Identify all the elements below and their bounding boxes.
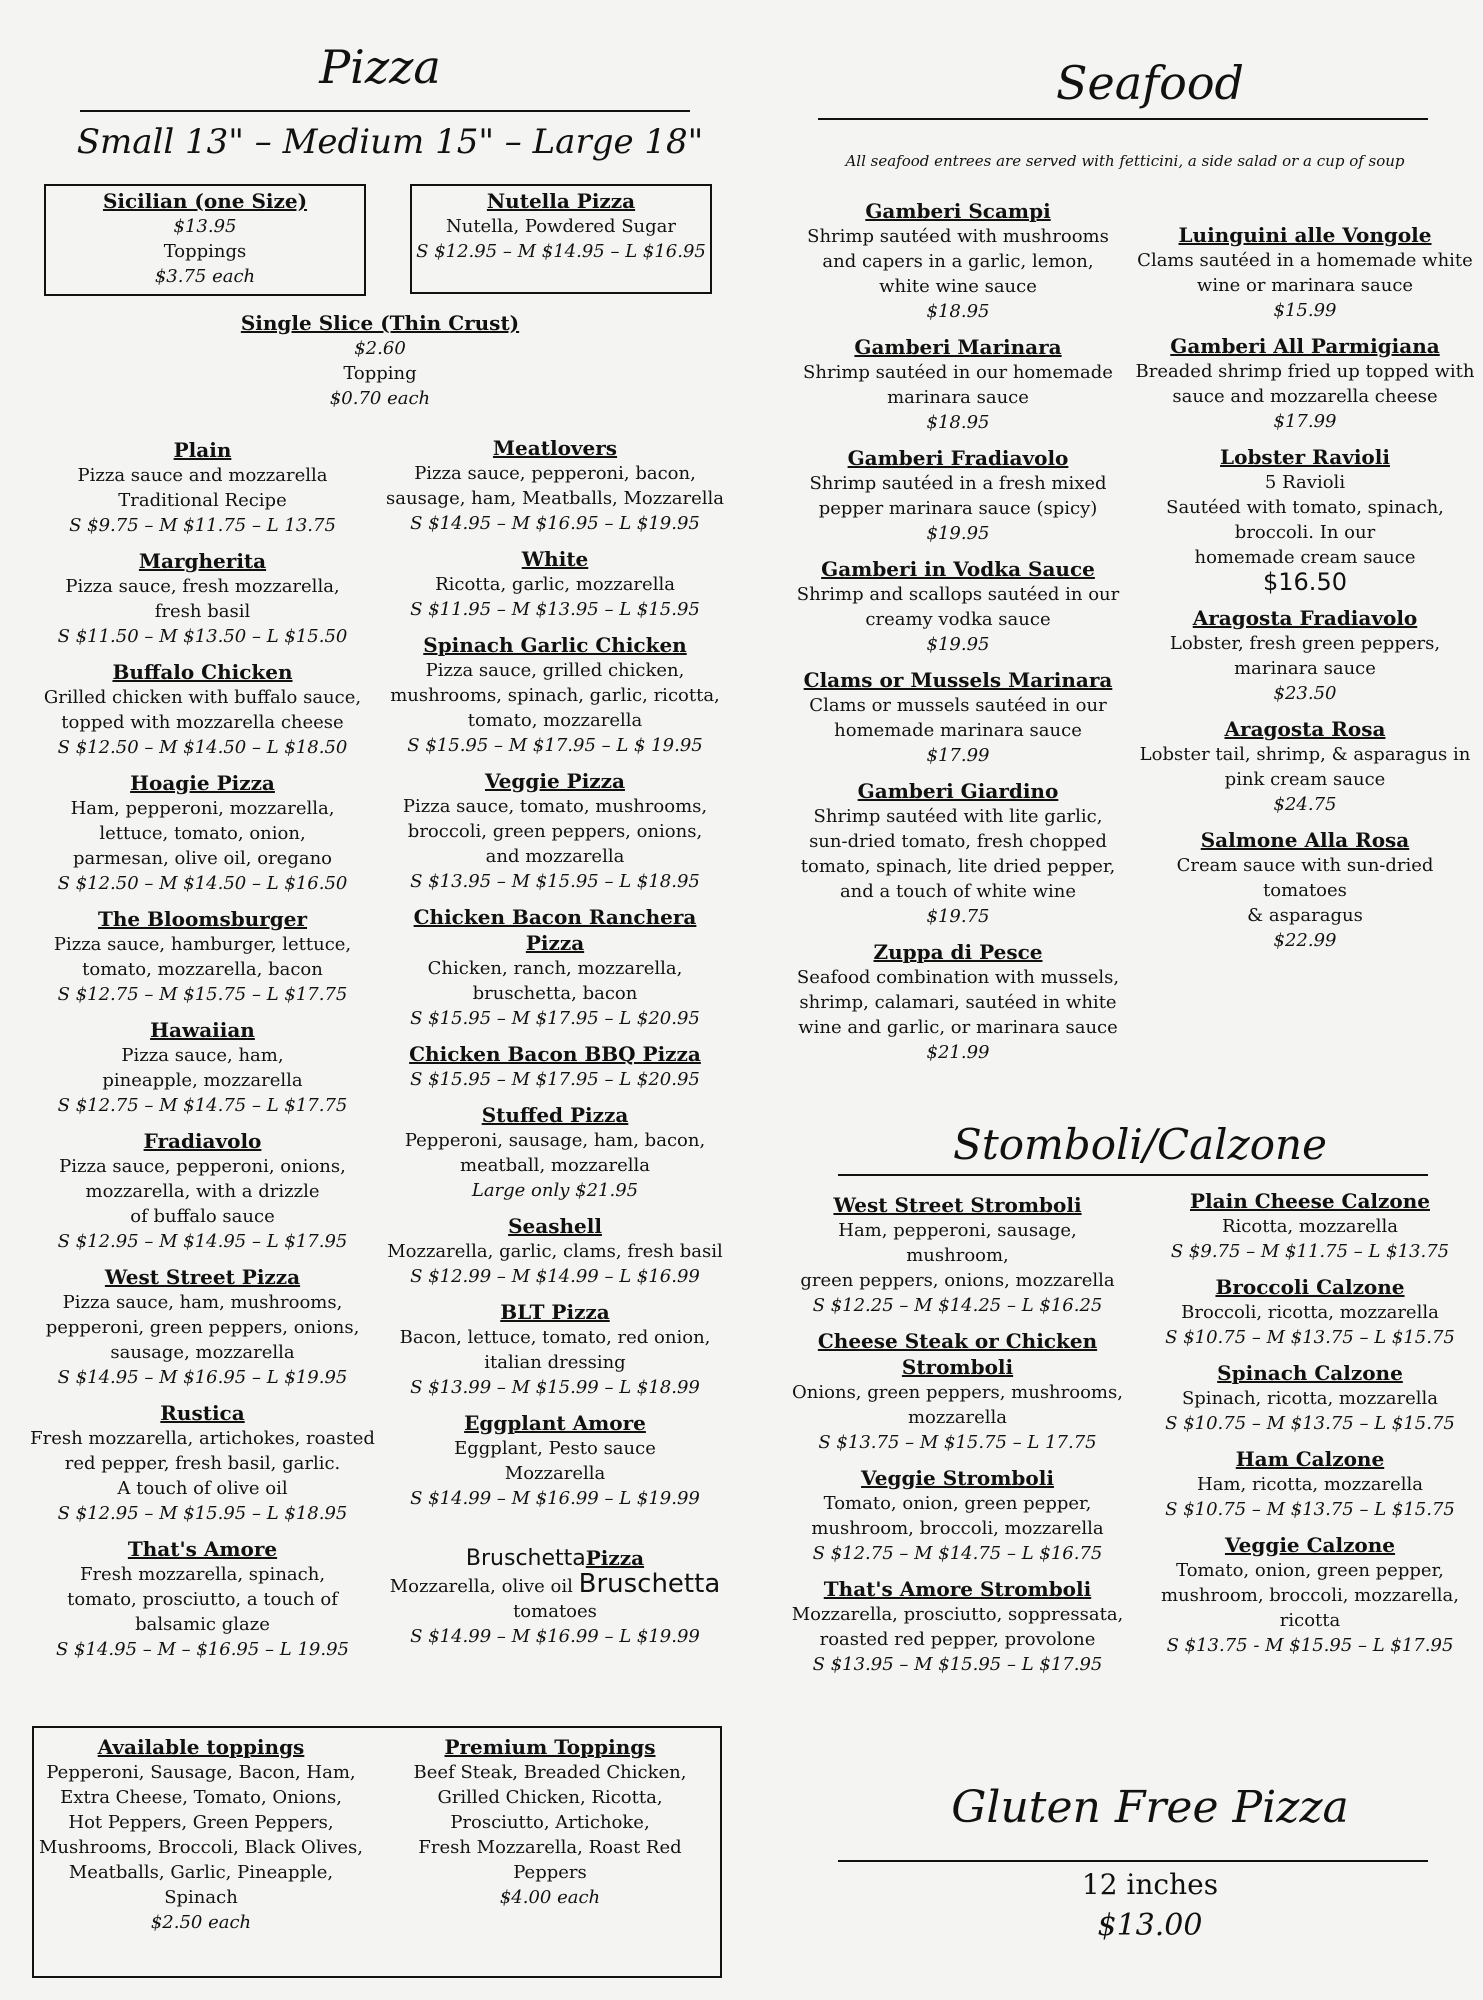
item-name: Veggie Stromboli [861, 1466, 1054, 1490]
menu-item-margherita [30, 548, 375, 649]
nutella-box [410, 184, 712, 294]
item-price: S $12.95 – M $14.95 – L $17.95 [57, 1231, 348, 1252]
item-name: White [521, 547, 589, 571]
menu-item-rustica [30, 1400, 375, 1526]
item-name: Hawaiian [150, 1018, 255, 1042]
stromboli-left-column [785, 1192, 1130, 1687]
item-price: $19.75 [926, 906, 990, 927]
item-description: sun-dried tomato, fresh chopped [809, 831, 1107, 852]
item-name: Gamberi in Vodka Sauce [821, 557, 1095, 581]
item-description: tomato, spinach, lite dried pepper, [800, 856, 1116, 877]
menu-item-gamberi-in-vodka-sauce [793, 556, 1123, 657]
item-name: Salmone Alla Rosa [1200, 828, 1410, 852]
menu-item-white [385, 546, 725, 622]
item-name: Stuffed Pizza [481, 1103, 629, 1127]
item-price: S $11.95 – M $13.95 – L $15.95 [410, 599, 700, 620]
item-description: tomato, prosciutto, a touch of [67, 1589, 338, 1610]
item-description: Pizza sauce, grilled chicken, [425, 660, 685, 681]
item-description: Eggplant, Pesto sauce [454, 1438, 656, 1459]
item-name: Meatlovers [492, 436, 618, 460]
item-price: $22.99 [1273, 930, 1337, 951]
item-description: Spinach, ricotta, mozzarella [1181, 1388, 1439, 1409]
menu-item-zuppa-di-pesce [793, 939, 1123, 1065]
item-description: mushroom, broccoli, mozzarella, [1160, 1585, 1460, 1606]
item-name: Clams or Mussels Marinara [803, 668, 1113, 692]
seafood-title-rule [818, 118, 1428, 120]
item-description: fresh basil [154, 601, 251, 622]
menu-item-spinach-garlic-chicken [385, 632, 725, 758]
slice-topping-price: $0.70 each [329, 388, 431, 409]
sicilian-topping-price: $3.75 each [154, 266, 256, 287]
item-name: Gamberi Fradiavolo [847, 446, 1069, 470]
premium-title: Premium Toppings [444, 1735, 656, 1759]
item-name: Gamberi Scampi [865, 199, 1051, 223]
item-description: Mozzarella, prosciutto, soppressata, [791, 1604, 1124, 1625]
item-price: S $12.75 – M $14.75 – L $16.75 [812, 1543, 1103, 1564]
menu-item-veggie-stromboli [785, 1465, 1130, 1566]
item-description: pepper marinara sauce (spicy) [818, 498, 1098, 519]
item-price: $16.50 [1263, 568, 1347, 596]
item-name: Gamberi All Parmigiana [1170, 334, 1440, 358]
item-description: Ham, pepperoni, sausage, mushroom, [838, 1220, 1077, 1266]
item-description: Grilled chicken with buffalo sauce, [43, 687, 362, 708]
item-price: $19.95 [926, 523, 990, 544]
item-description: mushroom, broccoli, mozzarella [811, 1518, 1104, 1539]
pizza-right-column [385, 435, 725, 1521]
item-description: Pizza sauce, ham, [121, 1045, 284, 1066]
item-description: Lobster, fresh green peppers, [1169, 633, 1441, 654]
item-description: white wine sauce [879, 276, 1037, 297]
item-name: Aragosta Rosa [1224, 717, 1386, 741]
item-description: Pizza sauce, pepperoni, bacon, [414, 463, 696, 484]
item-description: homemade cream sauce [1194, 547, 1416, 568]
menu-item-plain [30, 437, 375, 538]
menu-item-veggie-pizza [385, 768, 725, 894]
item-description: Onions, green peppers, mushrooms, [792, 1382, 1123, 1403]
item-price: S $13.95 – M $15.95 – L $17.95 [812, 1654, 1103, 1675]
item-description: sausage, ham, Meatballs, Mozzarella [386, 488, 724, 509]
menu-item-cheese-steak-or-chicken-stromboli [785, 1328, 1130, 1455]
item-price: S $14.95 – M $16.95 – L $19.95 [57, 1367, 348, 1388]
pizza-sizes: Small 13" – Medium 15" – Large 18" [76, 122, 704, 162]
menu-item-that-s-amore-stromboli [785, 1576, 1130, 1677]
toppings-price: $2.50 each [150, 1912, 252, 1933]
item-name: Aragosta Fradiavolo [1192, 606, 1418, 630]
topping-line: Mushrooms, Broccoli, Black Olives, [39, 1837, 363, 1858]
topping-line: Fresh Mozzarella, Roast Red Peppers [418, 1837, 682, 1883]
item-description: tomato, mozzarella, bacon [82, 959, 323, 980]
item-name: Plain [173, 438, 232, 462]
menu-item-blt-pizza [385, 1299, 725, 1400]
item-name: Eggplant Amore [464, 1411, 646, 1435]
item-description: Cream sauce with sun-dried tomatoes [1176, 855, 1434, 901]
item-price: S $15.95 – M $17.95 – L $ 19.95 [407, 735, 703, 756]
item-name: Cheese Steak or Chicken Stromboli [817, 1329, 1098, 1379]
menu-item-gamberi-all-parmigiana [1135, 333, 1475, 434]
item-description: Bacon, lettuce, tomato, red onion, [399, 1327, 711, 1348]
slice-topping: Topping [343, 363, 417, 384]
item-description: parmesan, olive oil, oregano [72, 848, 333, 869]
item-price: S $14.95 – M – $16.95 – L 19.95 [56, 1639, 349, 1660]
item-price: $17.99 [1273, 411, 1337, 432]
item-description: Mozzarella, garlic, clams, fresh basil [387, 1241, 723, 1262]
topping-line: Hot Peppers, Green Peppers, [68, 1812, 334, 1833]
menu-item-seashell [385, 1213, 725, 1289]
stromboli-title-rule [838, 1174, 1428, 1176]
item-description: red pepper, fresh basil, garlic. [64, 1453, 341, 1474]
item-description: creamy vodka sauce [865, 609, 1051, 630]
menu-item-stuffed-pizza [385, 1102, 725, 1203]
item-description: Pizza sauce and mozzarella [77, 465, 328, 486]
menu-item-west-street-pizza [30, 1264, 375, 1390]
item-description: Clams or mussels sautéed in our [809, 695, 1107, 716]
item-description: Shrimp sautéed with lite garlic, [813, 806, 1103, 827]
menu-item-aragosta-rosa [1135, 716, 1475, 817]
item-description: Tomato, onion, green pepper, [1176, 1560, 1444, 1581]
menu-item-aragosta-fradiavolo [1135, 605, 1475, 706]
seafood-title: Seafood [1055, 56, 1245, 110]
item-description: green peppers, onions, mozzarella [800, 1270, 1115, 1291]
item-name: Ham Calzone [1235, 1447, 1385, 1471]
single-slice [180, 310, 580, 411]
item-description: lettuce, tomato, onion, [99, 823, 306, 844]
available-toppings [36, 1734, 366, 1935]
menu-item-luinguini-alle-vongole [1135, 222, 1475, 323]
menu-item-lobster-ravioli [1135, 444, 1475, 595]
item-name: Plain Cheese Calzone [1190, 1189, 1430, 1213]
topping-line: Spinach [164, 1887, 238, 1908]
item-price: S $14.95 – M $16.95 – L $19.95 [410, 513, 700, 534]
menu-item-buffalo-chicken [30, 659, 375, 760]
item-name: BLT Pizza [500, 1300, 610, 1324]
item-description: Pizza sauce, fresh mozzarella, [65, 576, 340, 597]
stromboli-title: Stomboli/Calzone [953, 1120, 1327, 1169]
item-description: Pizza sauce, pepperoni, onions, [59, 1156, 346, 1177]
menu-item-hawaiian [30, 1017, 375, 1118]
sicilian-price: $13.95 [173, 216, 237, 237]
item-description: sausage, mozzarella [110, 1342, 295, 1363]
menu-item-the-bloomsburger [30, 906, 375, 1007]
item-price: S $13.75 – M $15.75 – L 17.75 [818, 1432, 1097, 1453]
item-price: $23.50 [1273, 683, 1337, 704]
item-description: A touch of olive oil [117, 1478, 288, 1499]
item-price: $24.75 [1273, 794, 1337, 815]
item-name: Gamberi Giardino [857, 779, 1059, 803]
item-name: That's Amore [127, 1537, 278, 1561]
menu-item-clams-or-mussels-marinara [793, 667, 1123, 768]
item-name: Margherita [138, 549, 267, 573]
nutella-name: Nutella Pizza [486, 189, 636, 213]
item-description: broccoli. In our [1234, 522, 1376, 543]
item-description: bruschetta, bacon [472, 983, 638, 1004]
item-description: marinara sauce [1234, 658, 1376, 679]
item-name: Rustica [160, 1401, 245, 1425]
bruschetta-price: S $14.99 – M $16.99 – L $19.99 [410, 1626, 700, 1647]
menu-item-chicken-bacon-ranchera-pizza [385, 904, 725, 1031]
item-description: Traditional Recipe [118, 490, 287, 511]
item-price: S $12.25 – M $14.25 – L $16.25 [812, 1295, 1103, 1316]
item-description: Lobster tail, shrimp, & asparagus in [1139, 744, 1471, 765]
bruschetta-desc2: tomatoes [513, 1601, 597, 1622]
premium-price: $4.00 each [499, 1887, 601, 1908]
item-name: Seashell [508, 1214, 602, 1238]
item-description: pepperoni, green peppers, onions, [45, 1317, 360, 1338]
item-price: $15.99 [1273, 300, 1337, 321]
bruschetta-name-suffix: Pizza [585, 1546, 645, 1570]
item-description: broccoli, green peppers, onions, [407, 821, 703, 842]
item-description: Tomato, onion, green pepper, [823, 1493, 1092, 1514]
gluten-free-rule [838, 1860, 1428, 1862]
item-description: wine or marinara sauce [1196, 275, 1414, 296]
menu-item-gamberi-scampi [793, 198, 1123, 324]
item-description: Mozzarella [504, 1463, 606, 1484]
item-description: Fresh mozzarella, artichokes, roasted [30, 1428, 375, 1449]
item-price: $17.99 [926, 745, 990, 766]
item-name: Lobster Ravioli [1220, 445, 1390, 469]
item-description: pink cream sauce [1224, 769, 1386, 790]
item-name: West Street Stromboli [833, 1193, 1082, 1217]
topping-line: Extra Cheese, Tomato, Onions, [60, 1787, 342, 1808]
item-description: tomato, mozzarella [467, 710, 643, 731]
slice-name: Single Slice (Thin Crust) [240, 311, 520, 335]
item-description: pineapple, mozzarella [102, 1070, 303, 1091]
sicilian-name: Sicilian (one Size) [102, 189, 308, 213]
item-price: S $12.75 – M $14.75 – L $17.75 [57, 1095, 348, 1116]
item-price: S $12.50 – M $14.50 – L $18.50 [57, 737, 348, 758]
item-description: wine and garlic, or marinara sauce [798, 1017, 1118, 1038]
item-price: S $12.50 – M $14.50 – L $16.50 [57, 873, 348, 894]
item-description: mozzarella, with a drizzle [85, 1181, 320, 1202]
item-name: Veggie Calzone [1224, 1533, 1396, 1557]
bruschetta-desc1: Mozzarella, olive oil [389, 1576, 573, 1597]
menu-item-hoagie-pizza [30, 770, 375, 896]
menu-item-spinach-calzone [1150, 1360, 1470, 1436]
item-description: Pizza sauce, hamburger, lettuce, [53, 934, 352, 955]
menu-item-chicken-bacon-bbq-pizza [385, 1041, 725, 1092]
menu-item-fradiavolo [30, 1128, 375, 1254]
pizza-left-column [30, 437, 375, 1672]
item-name: Chicken Bacon BBQ Pizza [409, 1042, 701, 1066]
seafood-left-column [793, 198, 1123, 1075]
topping-line: Prosciutto, Artichoke, [450, 1812, 650, 1833]
item-name: Gamberi Marinara [854, 335, 1062, 359]
item-description: Clams sautéed in a homemade white [1137, 250, 1473, 271]
nutella-desc: Nutella, Powdered Sugar [445, 216, 676, 237]
sicilian-toppings: Toppings [163, 241, 247, 262]
gluten-free-title: Gluten Free Pizza [951, 1782, 1349, 1833]
item-description: Ricotta, garlic, mozzarella [435, 574, 675, 595]
item-description: Shrimp sautéed with mushrooms [807, 226, 1109, 247]
item-price: S $12.95 – M $15.95 – L $18.95 [57, 1503, 348, 1524]
item-description: sauce and mozzarella cheese [1172, 386, 1438, 407]
topping-line: Meatballs, Garlic, Pineapple, [68, 1862, 334, 1883]
menu-item-gamberi-fradiavolo [793, 445, 1123, 546]
menu-item-west-street-stromboli [785, 1192, 1130, 1318]
menu-item-meatlovers [385, 435, 725, 536]
item-description: & asparagus [1247, 905, 1363, 926]
item-description: italian dressing [484, 1352, 626, 1373]
item-description: roasted red pepper, provolone [819, 1629, 1096, 1650]
item-description: Shrimp sautéed in our homemade [803, 362, 1113, 383]
item-price: $21.99 [926, 1042, 990, 1063]
item-name: Spinach Calzone [1217, 1361, 1403, 1385]
item-price: S $13.99 – M $15.99 – L $18.99 [410, 1377, 700, 1398]
item-price: S $12.99 – M $14.99 – L $16.99 [410, 1266, 700, 1287]
item-description: and capers in a garlic, lemon, [822, 251, 1094, 272]
menu-item-ham-calzone [1150, 1446, 1470, 1522]
item-description: Ricotta, mozzarella [1222, 1216, 1398, 1237]
item-description: Seafood combination with mussels, [796, 967, 1120, 988]
item-price: S $10.75 – M $13.75 – L $15.75 [1165, 1413, 1455, 1434]
menu-item-gamberi-giardino [793, 778, 1123, 929]
menu-item-salmone-alla-rosa [1135, 827, 1475, 953]
item-description: Shrimp sautéed in a fresh mixed [809, 473, 1107, 494]
item-name: West Street Pizza [104, 1265, 301, 1289]
item-description: Pizza sauce, ham, mushrooms, [62, 1292, 343, 1313]
item-price: Large only $21.95 [471, 1180, 639, 1201]
item-price: S $15.95 – M $17.95 – L $20.95 [410, 1008, 700, 1029]
item-name: Buffalo Chicken [112, 660, 293, 684]
item-name: Luinguini alle Vongole [1178, 223, 1432, 247]
item-description: topped with mozzarella cheese [61, 712, 344, 733]
gluten-free-size: 12 inches [1081, 1868, 1219, 1901]
menu-item-broccoli-calzone [1150, 1274, 1470, 1350]
item-name: That's Amore Stromboli [823, 1577, 1092, 1601]
item-price: S $10.75 – M $13.75 – L $15.75 [1165, 1499, 1455, 1520]
bruschetta-pizza [385, 1545, 725, 1649]
slice-price: $2.60 [354, 338, 406, 359]
menu-item-veggie-calzone [1150, 1532, 1470, 1658]
item-description: and mozzarella [485, 846, 625, 867]
item-name: The Bloomsburger [97, 907, 308, 931]
item-price: S $15.95 – M $17.95 – L $20.95 [410, 1069, 700, 1090]
item-description: Shrimp and scallops sautéed in our [796, 584, 1120, 605]
item-price: S $10.75 – M $13.75 – L $15.75 [1165, 1327, 1455, 1348]
item-price: S $14.99 – M $16.99 – L $19.99 [410, 1488, 700, 1509]
menu-item-plain-cheese-calzone [1150, 1188, 1470, 1264]
seafood-right-column [1135, 222, 1475, 963]
item-description: ricotta [1279, 1610, 1341, 1631]
item-description: Breaded shrimp fried up topped with [1135, 361, 1475, 382]
topping-line: Grilled Chicken, Ricotta, [437, 1787, 663, 1808]
pizza-title: Pizza [319, 40, 441, 94]
item-price: S $11.50 – M $13.50 – L $15.50 [57, 626, 348, 647]
item-description: Chicken, ranch, mozzarella, [427, 958, 683, 979]
seafood-note: All seafood entrees are served with fetticini, a side salad or a cup of soup [845, 152, 1405, 170]
sicilian-box [44, 184, 366, 296]
premium-toppings [380, 1734, 720, 1910]
item-description: Pizza sauce, tomato, mushrooms, [402, 796, 708, 817]
item-name: Fradiavolo [143, 1129, 262, 1153]
item-name: Broccoli Calzone [1215, 1275, 1405, 1299]
item-name: Veggie Pizza [485, 769, 625, 793]
toppings-title: Available toppings [97, 1735, 305, 1759]
item-price: $19.95 [926, 634, 990, 655]
item-description: 5 Ravioli [1264, 472, 1346, 493]
item-name: Zuppa di Pesce [873, 940, 1043, 964]
item-description: mushrooms, spinach, garlic, ricotta, [390, 685, 720, 706]
item-description: marinara sauce [887, 387, 1029, 408]
item-description: Sautéed with tomato, spinach, [1166, 497, 1444, 518]
item-price: S $12.75 – M $15.75 – L $17.75 [57, 984, 348, 1005]
item-description: and a touch of white wine [839, 881, 1077, 902]
pizza-title-rule [80, 110, 690, 112]
menu-item-gamberi-marinara [793, 334, 1123, 435]
item-price: $18.95 [926, 412, 990, 433]
menu-item-that-s-amore [30, 1536, 375, 1662]
item-price: S $13.75 - M $15.95 – L $17.95 [1166, 1635, 1454, 1656]
bruschetta-handwritten-name: Bruschetta [465, 1546, 586, 1571]
item-description: shrimp, calamari, sautéed in white [799, 992, 1117, 1013]
item-description: meatball, mozzarella [459, 1155, 650, 1176]
stromboli-right-column [1150, 1188, 1470, 1668]
item-description: mozzarella [907, 1407, 1008, 1428]
item-description: Ham, pepperoni, mozzarella, [70, 798, 335, 819]
item-name: Hoagie Pizza [130, 771, 275, 795]
menu-item-eggplant-amore [385, 1410, 725, 1511]
item-description: Fresh mozzarella, spinach, [79, 1564, 326, 1585]
item-price: S $9.75 – M $11.75 – L 13.75 [69, 515, 336, 536]
item-description: homemade marinara sauce [834, 720, 1082, 741]
item-description: Pepperoni, sausage, ham, bacon, [404, 1130, 706, 1151]
item-price: S $13.95 – M $15.95 – L $18.95 [410, 871, 700, 892]
topping-line: Beef Steak, Breaded Chicken, [413, 1762, 687, 1783]
item-description: Ham, ricotta, mozzarella [1197, 1474, 1423, 1495]
item-description: balsamic glaze [135, 1614, 270, 1635]
item-name: Chicken Bacon Ranchera Pizza [413, 905, 697, 955]
item-description: Broccoli, ricotta, mozzarella [1181, 1302, 1439, 1323]
bruschetta-handwritten-add: Bruschetta [578, 1569, 721, 1599]
topping-line: Pepperoni, Sausage, Bacon, Ham, [46, 1762, 356, 1783]
item-price: S $9.75 – M $11.75 – L $13.75 [1170, 1241, 1450, 1262]
item-description: of buffalo sauce [130, 1206, 275, 1227]
item-name: Spinach Garlic Chicken [423, 633, 687, 657]
item-price: $18.95 [926, 301, 990, 322]
nutella-price: S $12.95 – M $14.95 – L $16.95 [416, 241, 706, 262]
gluten-free-price: $13.00 [1097, 1908, 1203, 1943]
